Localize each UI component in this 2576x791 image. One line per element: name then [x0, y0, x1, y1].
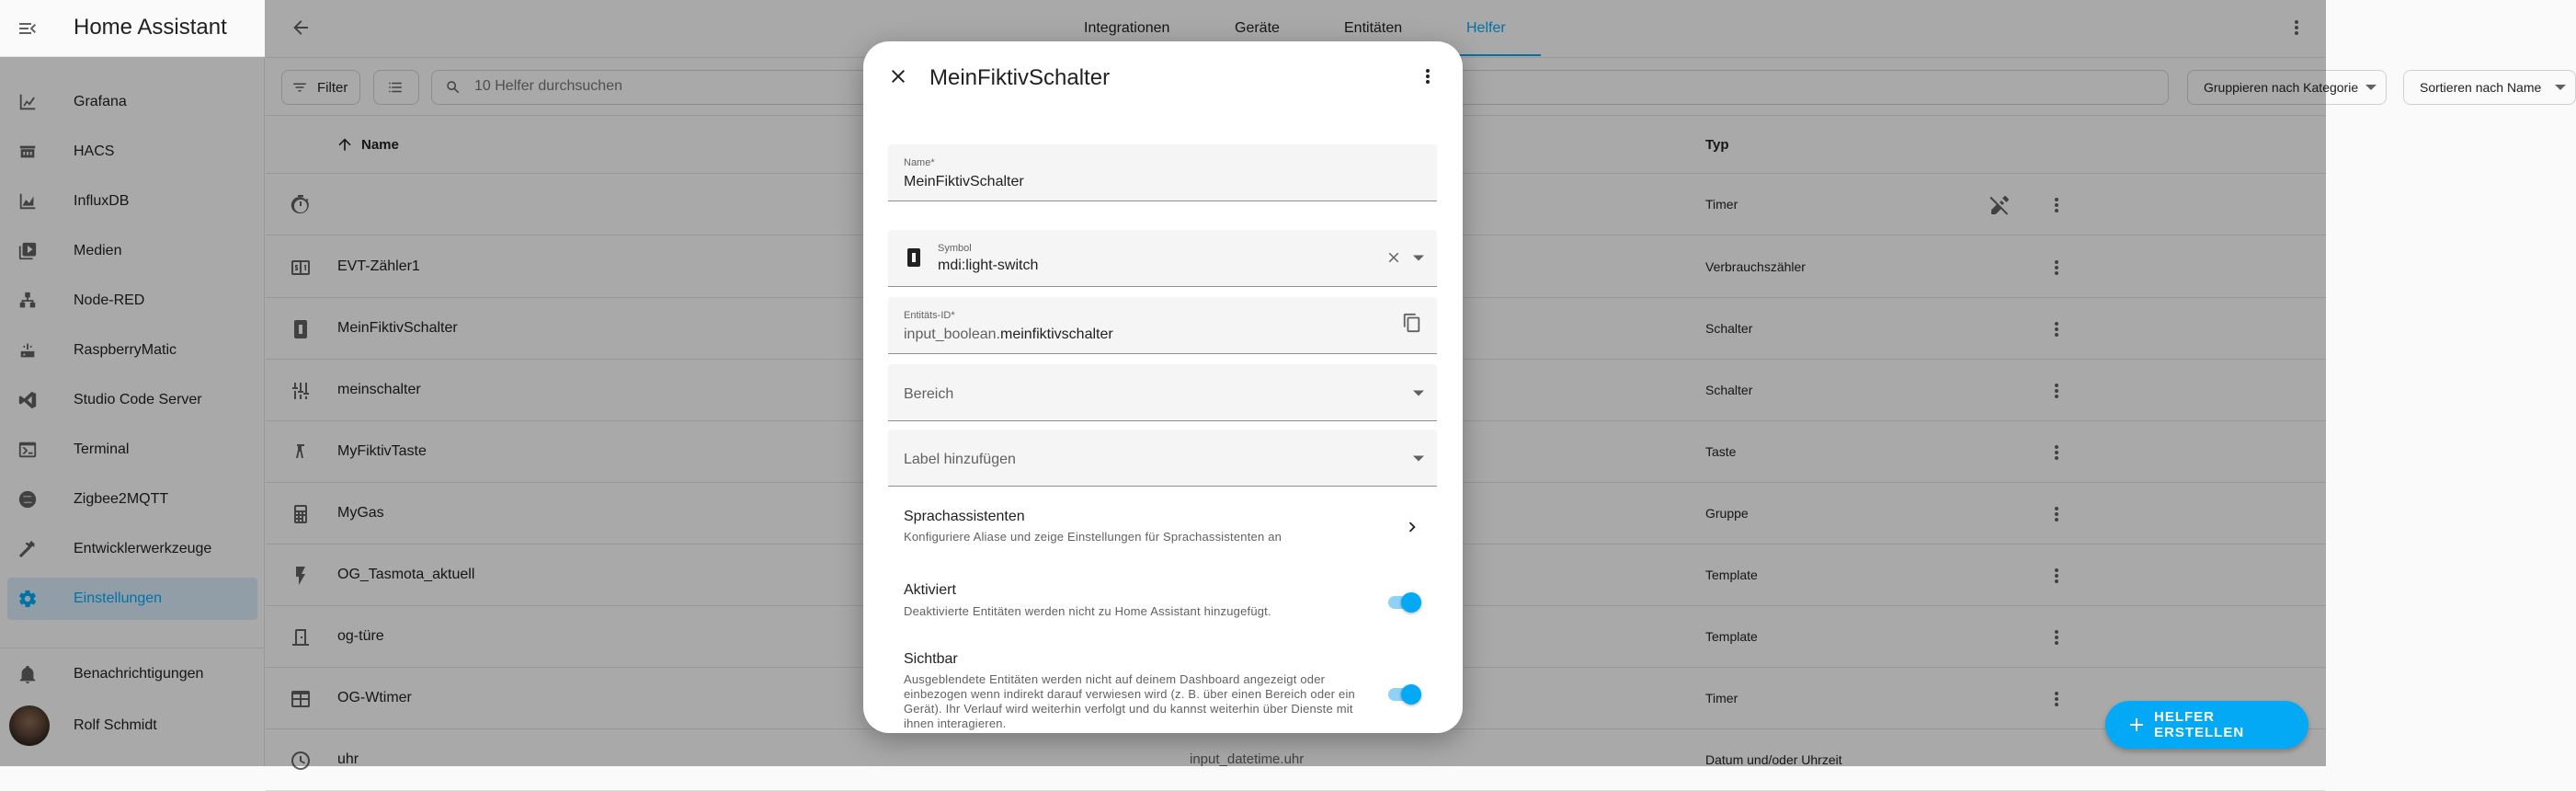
menu-open-icon[interactable] — [11, 12, 44, 45]
name-field-label: Name* — [904, 157, 935, 168]
row-type: Template — [1705, 567, 1758, 582]
row-type: Gruppe — [1705, 506, 1749, 521]
voice-assistants-title: Sprachassistenten — [904, 509, 1025, 524]
row-name: MeinFiktivSchalter — [337, 320, 458, 336]
symbol-field[interactable] — [888, 230, 1437, 287]
enabled-row — [863, 582, 1463, 636]
label-placeholder: Label hinzufügen — [904, 452, 1016, 467]
toggle-thumb — [1401, 684, 1421, 705]
app-title: Home Assistant — [74, 15, 227, 40]
light-switch-icon — [903, 246, 925, 269]
entity-id-field[interactable] — [888, 297, 1437, 354]
sidebar-item-label: Grafana — [74, 94, 127, 109]
symbol-field-label: Symbol — [938, 243, 972, 254]
tab-geraete[interactable]: Geräte — [1235, 20, 1280, 36]
enabled-toggle[interactable] — [1385, 592, 1421, 611]
create-helper-label: HELFER ERSTELLEN — [2154, 709, 2245, 740]
dialog-title: MeinFiktivSchalter — [929, 65, 1111, 90]
caret-down-icon — [1413, 390, 1424, 396]
plus-icon — [2126, 714, 2148, 736]
row-type: Schalter — [1705, 321, 1753, 336]
tab-helfer[interactable]: Helfer — [1466, 20, 1506, 36]
caret-down-icon[interactable] — [1413, 255, 1424, 261]
sort-by-button[interactable] — [2403, 70, 2576, 105]
clear-icon[interactable] — [1385, 249, 1402, 266]
sidebar-item-label: Medien — [74, 243, 122, 258]
visible-toggle[interactable] — [1385, 684, 1421, 703]
sidebar-item-label: Entwicklerwerkzeuge — [74, 541, 212, 556]
group-by-label: Gruppieren nach Kategorie — [2204, 80, 2359, 95]
sidebar-item-label: HACS — [74, 143, 115, 159]
sort-by-label: Sortieren nach Name — [2420, 80, 2542, 95]
row-type: Schalter — [1705, 383, 1753, 397]
row-type: Timer — [1705, 691, 1738, 705]
label-select[interactable] — [888, 430, 1437, 487]
copy-icon[interactable] — [1402, 313, 1422, 333]
row-name: OG-Wtimer — [337, 690, 412, 705]
row-name: MyFiktivTaste — [337, 443, 427, 459]
entity-id-field-label: Entitäts-ID* — [904, 310, 955, 321]
row-type: Timer — [1705, 197, 1738, 212]
row-name: og-türe — [337, 628, 384, 644]
filter-label: Filter — [317, 79, 348, 96]
caret-down-icon — [2555, 84, 2566, 91]
row-entity-id: input_datetime.uhr — [1190, 751, 1305, 767]
entity-id-prefix: input_boolean. — [904, 327, 1000, 342]
row-name: uhr — [337, 751, 359, 767]
sidebar-item-label: RaspberryMatic — [74, 342, 177, 358]
entity-settings-dialog — [863, 41, 1463, 733]
area-select[interactable] — [888, 364, 1437, 421]
enabled-subtitle: Deaktivierte Entitäten werden nicht zu Home Assistant hinzugefügt. — [904, 604, 1271, 618]
column-header-type[interactable]: Typ — [1705, 137, 1729, 153]
entity-id-value: meinfiktivschalter — [999, 327, 1113, 342]
caret-down-icon — [1413, 455, 1424, 462]
more-vert-icon[interactable] — [1417, 65, 1439, 87]
row-type: Verbrauchszähler — [1705, 259, 1806, 274]
close-icon[interactable] — [887, 65, 909, 87]
row-name: MyGas — [337, 505, 384, 521]
enabled-title: Aktiviert — [904, 582, 956, 598]
toggle-thumb — [1401, 592, 1421, 613]
voice-assistants-row[interactable] — [863, 501, 1463, 558]
row-type: Taste — [1705, 444, 1737, 459]
row-name: meinschalter — [337, 382, 421, 397]
chevron-right-icon — [1402, 517, 1422, 537]
name-field-value: MeinFiktivSchalter — [904, 174, 1024, 189]
tab-entitaeten[interactable]: Entitäten — [1344, 20, 1403, 36]
create-helper-button[interactable] — [2105, 701, 2308, 749]
column-header-name[interactable]: Name — [361, 137, 399, 153]
tab-integrationen[interactable]: Integrationen — [1084, 20, 1170, 36]
row-type: Datum und/oder Uhrzeit — [1705, 752, 1842, 767]
row-name: EVT-Zähler1 — [337, 258, 420, 274]
name-field[interactable] — [888, 144, 1437, 201]
voice-assistants-subtitle: Konfiguriere Aliase und zeige Einstellungen für Sprachassistenten an — [904, 530, 1282, 544]
symbol-field-value: mdi:light-switch — [938, 258, 1039, 273]
visible-subtitle: Ausgeblendete Entitäten werden nicht auf deinem Dashboard angezeigt oder einbezogen wenn indirekt darauf verwiesen wird (z. B. über einen Bereich oder ein Gerät). Ihr Verlauf wird weiterhin verfolgt und du kannst weiterhin über Dienste mit ihnen interagieren. — [904, 672, 1355, 730]
user-name: Rolf Schmidt — [74, 717, 157, 733]
visible-row — [863, 651, 1463, 762]
sidebar-item-label: Benachrichtigungen — [74, 666, 204, 682]
caret-down-icon — [2365, 84, 2377, 91]
sidebar-item-label: Zigbee2MQTT — [74, 491, 169, 507]
area-placeholder: Bereich — [904, 386, 954, 402]
row-type: Template — [1705, 629, 1758, 644]
sidebar-item-label: Terminal — [74, 441, 130, 457]
sidebar-item-label: Studio Code Server — [74, 392, 202, 407]
sidebar-header — [0, 0, 265, 57]
sidebar-item-label: Node-RED — [74, 292, 145, 308]
visible-title: Sichtbar — [904, 651, 958, 667]
sidebar-item-label: InfluxDB — [74, 193, 130, 209]
sidebar-item-label: Einstellungen — [74, 590, 163, 606]
entity-id-field-value — [904, 327, 1113, 343]
row-name: OG_Tasmota_aktuell — [337, 567, 475, 582]
